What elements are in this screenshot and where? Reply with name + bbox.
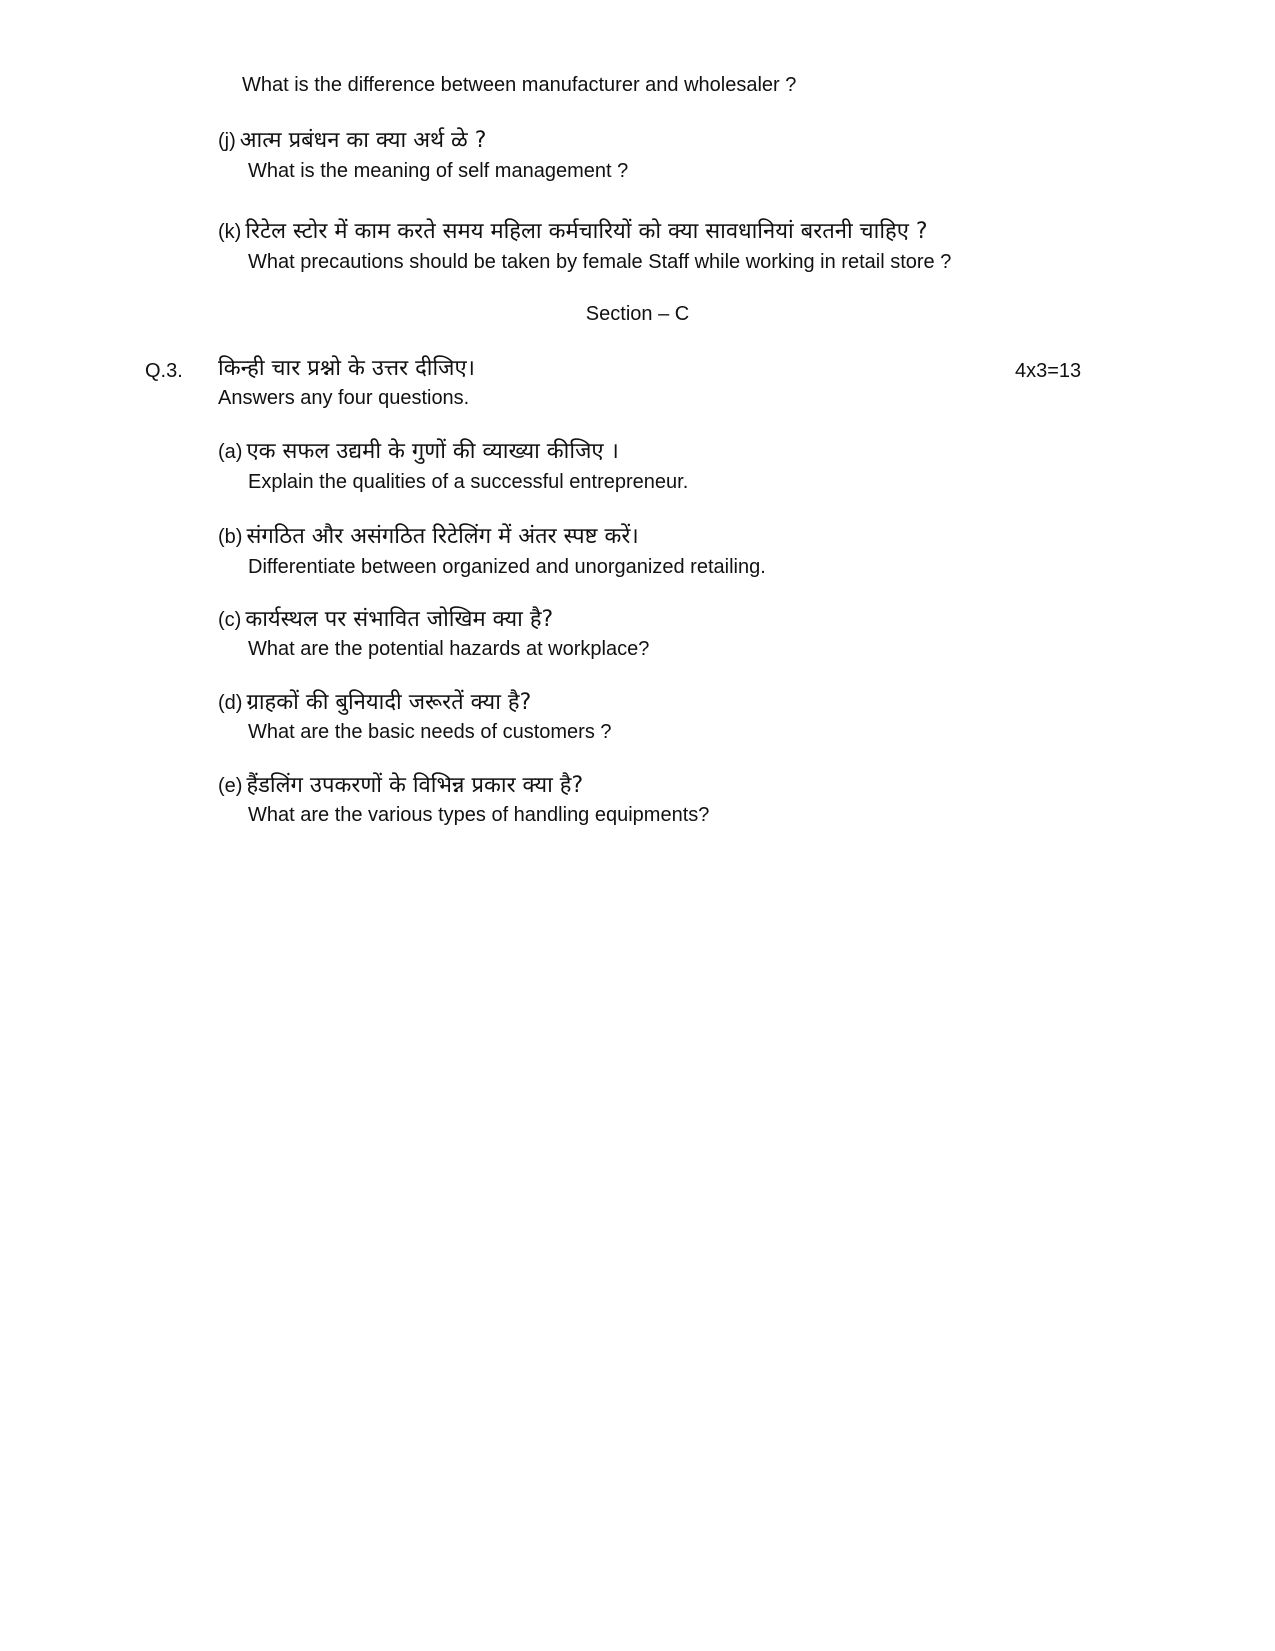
- question-a-hindi: [218, 438, 619, 466]
- question-label: (j): [218, 130, 236, 152]
- question-j-english: What is the meaning of self management ?: [248, 160, 629, 182]
- question-d-english: What are the basic needs of customers ?: [248, 721, 612, 743]
- question-label: (a): [218, 441, 243, 463]
- question-label: (b): [218, 526, 243, 548]
- hindi-text: संगठित और असंगठित रिटेलिंग में अंतर स्पष्ट करें।: [246, 524, 639, 549]
- hindi-text: आत्म प्रबंधन का क्या अर्थ ळे ?: [239, 128, 487, 153]
- question-label: (k): [218, 221, 242, 243]
- question-label: (d): [218, 692, 243, 714]
- question-label: (e): [218, 775, 243, 797]
- question-label: (c): [218, 609, 242, 631]
- question-k-hindi: [218, 218, 928, 246]
- question-c-hindi: [218, 606, 553, 634]
- question-a-english: Explain the qualities of a successful entrepreneur.: [248, 471, 689, 493]
- question-number: Q.3.: [145, 360, 183, 382]
- question-english-text: What is the difference between manufacturer and wholesaler ?: [242, 74, 797, 96]
- hindi-text: ग्राहकों की बुनियादी जरूरतें क्या है?: [246, 690, 532, 715]
- question-d-hindi: [218, 689, 531, 717]
- question-c-english: What are the potential hazards at workplace?: [248, 638, 650, 660]
- question-e-english: What are the various types of handling equipments?: [248, 804, 710, 826]
- question-k-english: What precautions should be taken by female Staff while working in retail store ?: [248, 251, 952, 273]
- question-j-hindi: [218, 127, 486, 155]
- question-e-hindi: [218, 772, 583, 800]
- section-title: Section – C: [585, 303, 690, 325]
- question-b-hindi: [218, 523, 639, 551]
- hindi-text: कार्यस्थल पर संभावित जोखिम क्या है?: [245, 607, 554, 632]
- q3-hindi-instruction: किन्ही चार प्रश्नो के उत्तर दीजिए।: [218, 356, 476, 381]
- hindi-text: रिटेल स्टोर में काम करते समय महिला कर्मचारियों को क्या सावधानियां बरतनी चाहिए ?: [245, 219, 928, 244]
- hindi-text: एक सफल उद्यमी के गुणों की व्याख्या कीजिए ।: [246, 439, 619, 464]
- marks-label: 4x3=13: [1015, 360, 1082, 382]
- question-b-english: Differentiate between organized and unorganized retailing.: [248, 556, 766, 578]
- q3-english-instruction: Answers any four questions.: [218, 387, 470, 409]
- hindi-text: हैंडलिंग उपकरणों के विभिन्न प्रकार क्या है?: [246, 773, 584, 798]
